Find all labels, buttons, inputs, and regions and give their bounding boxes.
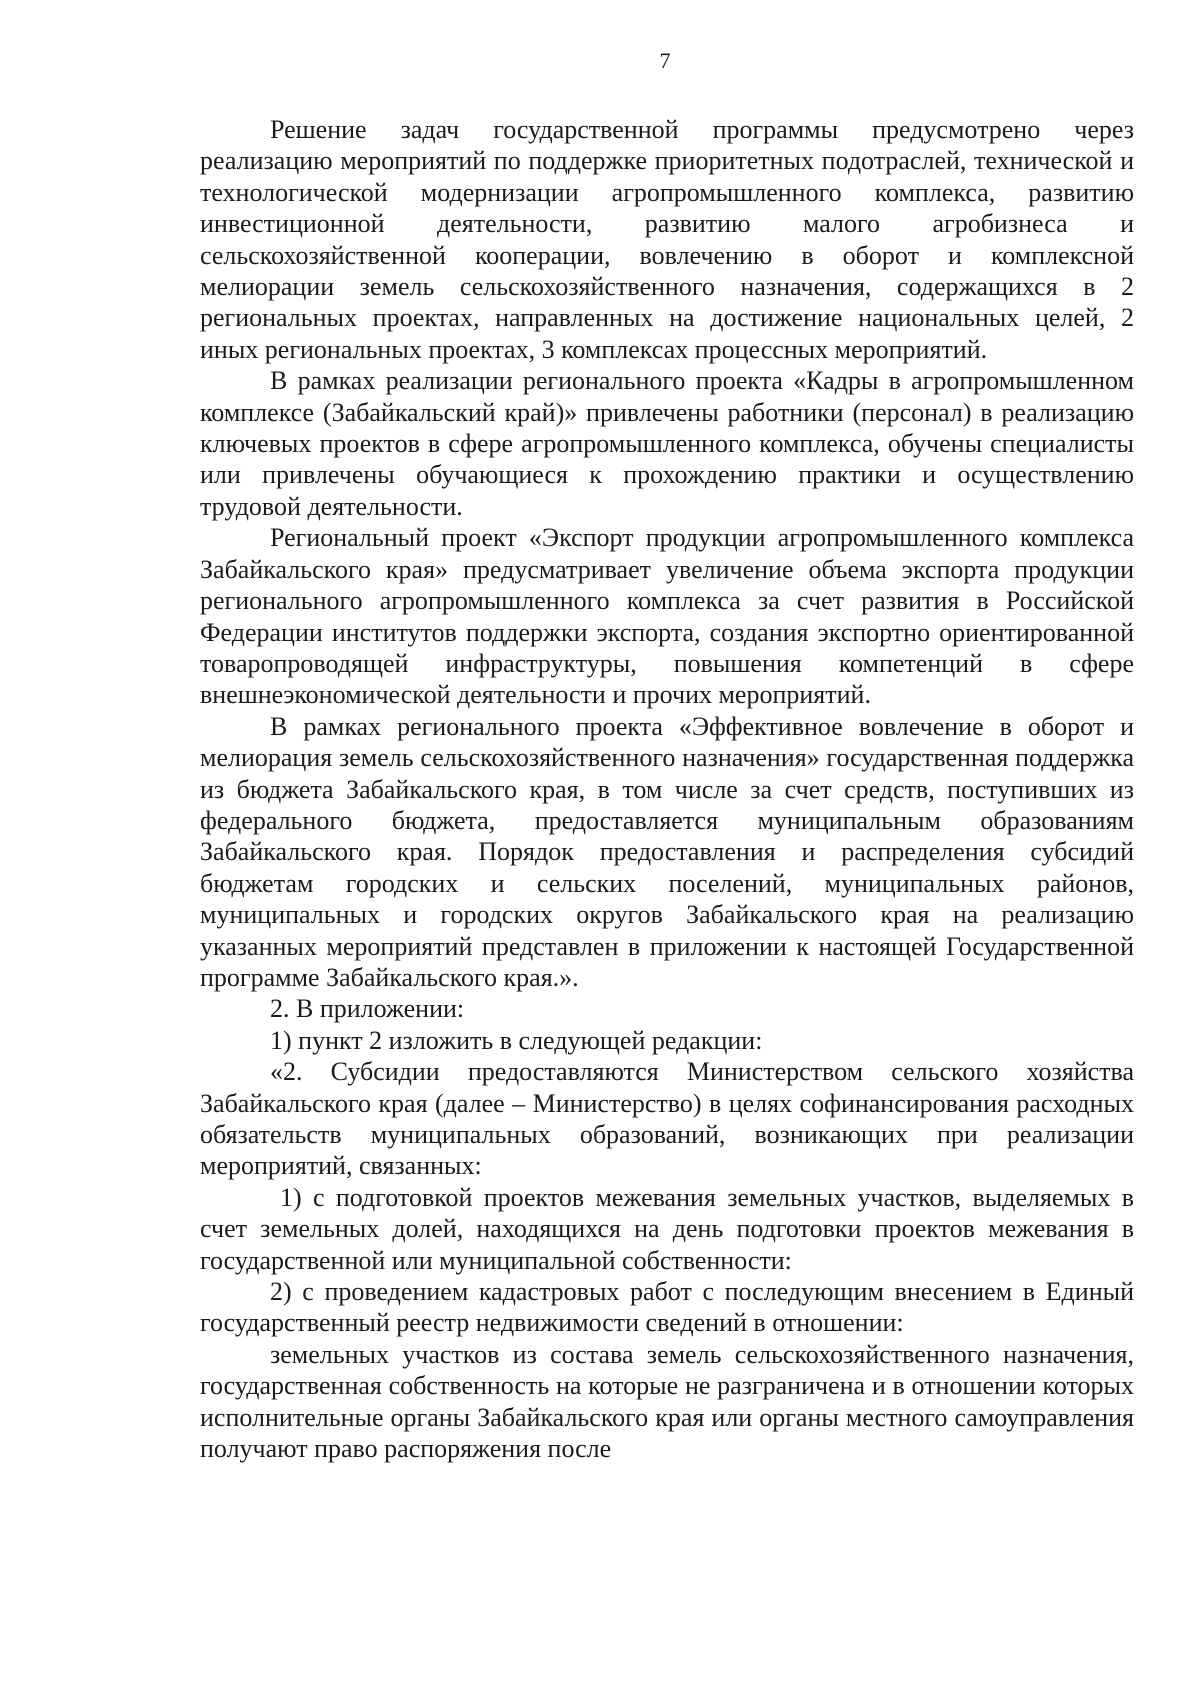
paragraph: 2) с проведением кадастровых работ с последующим внесением в Единый государственный реестр недвижимости сведений в отношении: [200, 1277, 1134, 1338]
paragraph: Региональный проект «Экспорт продукции агропромышленного комплекса Забайкальского края» предусматривает увеличение объема экспорта продукции регионального агропромышленного комплекса за счет развития в Российской Федерации институтов поддержки экспорта, создания экспортно ориентированной товаропроводящей инфраструктуры, повышения компетенций в сфере внешнеэкономической деятельности и прочих мероприятий. [200, 523, 1134, 710]
paragraph: 1) с подготовкой проектов межевания земельных участков, выделяемых в счет земельных долей, находящихся на день подготовки проектов межевания в государственной или муниципальной собственности: [200, 1182, 1134, 1275]
document-body [200, 114, 1134, 1464]
paragraph: В рамках регионального проекта «Эффективное вовлечение в оборот и мелиорация земель сельскохозяйственного назначения» государственная поддержка из бюджета Забайкальского края, в том числе за счет средств, поступивших из федерального бюджета, предоставляется муниципальным образованиям Забайкальского края. Порядок предоставления и распределения субсидий бюджетам городских и сельских поселений, муниципальных районов, муниципальных и городских округов Забайкальского края на реализацию указанных мероприятий представлен в приложении к настоящей Государственной программе Забайкальского края.». [200, 711, 1134, 992]
paragraph: «2. Субсидии предоставляются Министерством сельского хозяйства Забайкальского края (далее – Министерство) в целях софинансирования расходных обязательств муниципальных образований, возникающих при реализации мероприятий, связанных: [200, 1057, 1134, 1181]
paragraph: 2. В приложении: [270, 994, 465, 1024]
paragraph: земельных участков из состава земель сельскохозяйственного назначения, государственная собственность на которые не разграничена и в отношении которых исполнительные органы Забайкальского края или органы местного самоуправления получают право распоряжения после [200, 1339, 1134, 1464]
page-number: 7 [659, 48, 671, 73]
paragraph: Решение задач государственной программы предусмотрено через реализацию мероприятий по поддержке приоритетных подотраслей, технической и технологической модернизации агропромышленного комплекса, развитию инвестиционной деятельности, развитию малого агробизнеса и сельскохозяйственной кооперации, вовлечению в оборот и комплексной мелиорации земель сельскохозяйственного назначения, содержащихся в 2 региональных проектах, направленных на достижение национальных целей, 2 иных региональных проектах, 3 комплексах процессных мероприятий. [200, 115, 1134, 364]
paragraph: В рамках реализации регионального проекта «Кадры в агропромышленном комплексе (Забайкальский край)» привлечены работники (персонал) в реализацию ключевых проектов в сфере агропромышленного комплекса, обучены специалисты или привлечены обучающиеся к прохождению практики и осуществлению трудовой деятельности. [200, 366, 1134, 521]
paragraph: 1) пункт 2 изложить в следующей редакции: [270, 1025, 763, 1055]
